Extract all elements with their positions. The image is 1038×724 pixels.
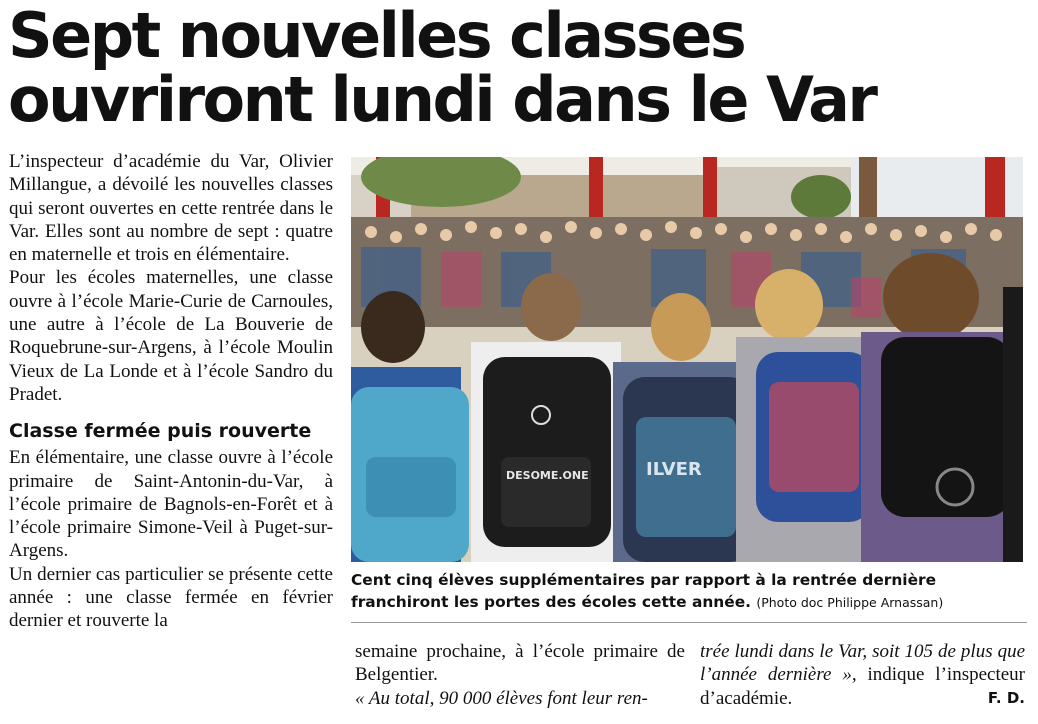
intro-paragraph: L’inspecteur d’académie du Var, Olivier Millangue, a dévoilé les nouvelles classes qui seront ouvertes en cette rentrée dans le Var. Elles sont au nombre de sept : quatre en maternelle et trois en élémentaire.	[9, 151, 333, 266]
article-column-2	[355, 640, 685, 710]
subheading: Classe fermée puis rouverte	[9, 420, 312, 443]
schoolyard-photo	[351, 157, 1023, 562]
article-column-3	[700, 640, 1025, 710]
bag-label-1: DESOME.ONE	[506, 469, 589, 482]
maternelles-paragraph: Pour les écoles maternelles, une classe ouvre à l’école Marie-Curie de Carnoules, une autre à l’école de La Bouverie de Roquebrune-sur-Argens, à l’école Moulin Vieux de La Londe et à l’école Sandro du Pradet.	[9, 267, 333, 405]
photo-caption	[351, 569, 1027, 614]
caption-text: Cent cinq élèves supplémentaires par rapport à la rentrée dernière franchiront les portes des écoles cette année.	[351, 571, 937, 611]
caption-divider	[351, 622, 1027, 623]
quote-end: trée lundi dans le Var, soit 105 de plus que l’année dernière »,	[700, 641, 1025, 686]
author-signature: F. D.	[987, 688, 1025, 707]
quote-attribution: indique l’inspecteur d’académie.	[700, 664, 1025, 709]
article-column-1	[9, 150, 333, 633]
elementaire-paragraph: En élémentaire, une classe ouvre à l’école primaire de Saint-Antonin-du-Var, à l’école primaire de Bagnols-en-Forêt et à l’école primaire Simone-Veil à Puget-sur-Argens.	[9, 447, 333, 562]
article-photo	[351, 157, 1023, 562]
photo-credit: (Photo doc Philippe Arnassan)	[756, 595, 944, 610]
bag-label-2: ILVER	[646, 459, 702, 480]
special-case-paragraph: Un dernier cas particulier se présente cette année : une classe fermée en février dernier et rouverte la	[9, 563, 333, 632]
quote-start: « Au total, 90 000 élèves font leur ren-	[355, 687, 648, 709]
headline: Sept nouvelles classes ouvriront lundi dans le Var	[8, 0, 876, 136]
special-case-continued: semaine prochaine, à l’école primaire de Belgentier.	[355, 641, 685, 686]
